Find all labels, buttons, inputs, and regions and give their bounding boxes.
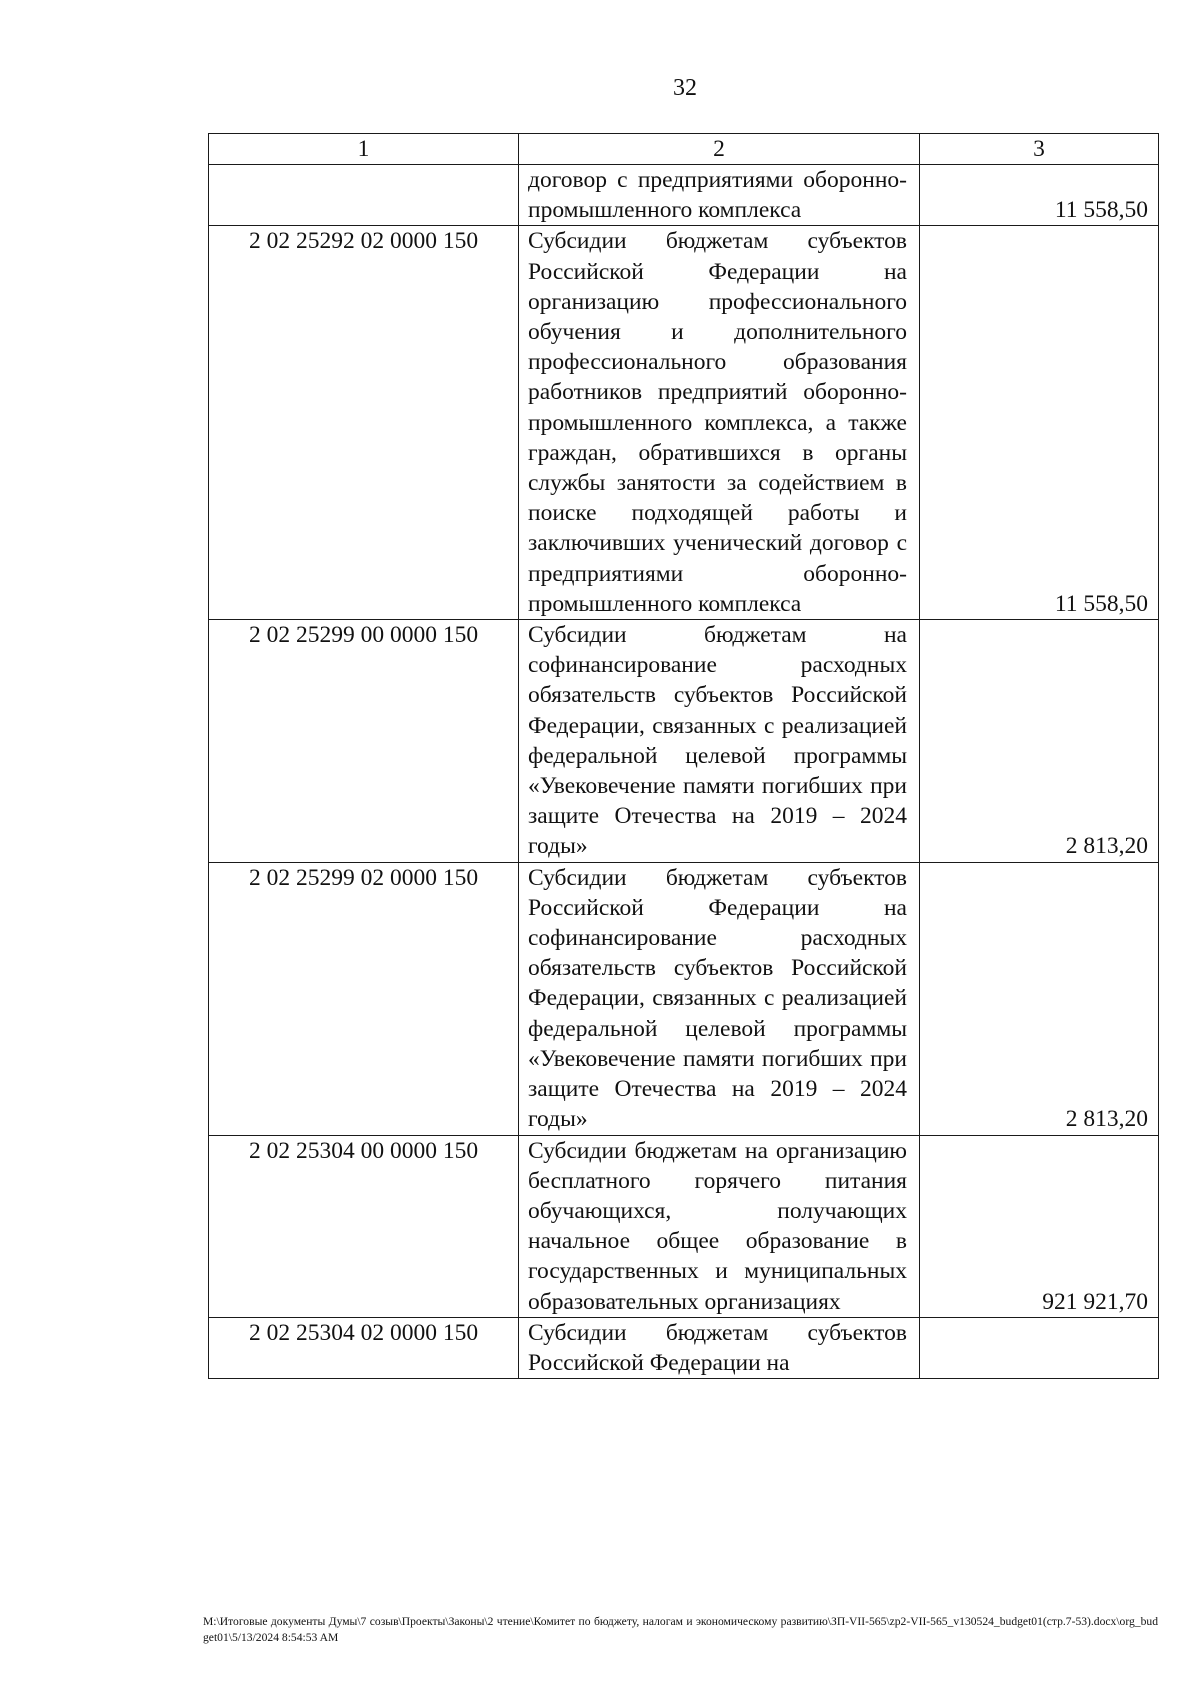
row-name: Субсидии бюджетам на софинансирование расходных обязательств субъектов Российской Федерации, связанных с реализацией федеральной целевой программы «Увековечение памяти погибших при защите Отечества на 2019 – 2024 годы» (519, 620, 920, 863)
column-header-amount: 3 (920, 134, 1159, 165)
row-name: договор с предприятиями оборонно-промышленного комплекса (519, 165, 920, 226)
row-amount: 11 558,50 (920, 226, 1159, 620)
page-number: 32 (673, 75, 697, 101)
table-row (209, 1317, 1159, 1378)
row-name: Субсидии бюджетам субъектов Российской Федерации на организацию профессионального обучения и дополнительного профессионального образования работников предприятий оборонно-промышленного комплекса, а также граждан, обратившихся в органы службы занятости за содействием в поиске подходящей работы и заключивших ученический договор с предприятиями оборонно-промышленного комплекса (519, 226, 920, 620)
row-code: 2 02 25304 02 0000 150 (209, 1317, 519, 1378)
document-file-path: M:\Итоговые документы Думы\7 созыв\Проекты\Законы\2 чтение\Комитет по бюджету, налогам и экономическому развитию\ЗП-VII-565\zp2-VII-565_v130524_budget01(стр.7-53).docx\org_budget01\5/13/2024 8:54:53 AM (203, 1615, 1158, 1644)
row-name: Субсидии бюджетам субъектов Российской Федерации на софинансирование расходных обязательств субъектов Российской Федерации, связанных с реализацией федеральной целевой программы «Увековечение памяти погибших при защите Отечества на 2019 – 2024 годы» (519, 862, 920, 1135)
table-row (209, 862, 1159, 1135)
table-row (209, 165, 1159, 226)
budget-revenue-table (208, 133, 1159, 1379)
table-row (209, 226, 1159, 620)
row-code: 2 02 25292 02 0000 150 (209, 226, 519, 620)
column-header-code: 1 (209, 134, 519, 165)
row-code (209, 165, 519, 226)
row-code: 2 02 25299 02 0000 150 (209, 862, 519, 1135)
table-row (209, 620, 1159, 863)
row-amount: 921 921,70 (920, 1135, 1159, 1317)
table-header-row (209, 134, 1159, 165)
row-amount: 2 813,20 (920, 862, 1159, 1135)
row-name: Субсидии бюджетам субъектов Российской Федерации на (519, 1317, 920, 1378)
row-amount (920, 1317, 1159, 1378)
row-amount: 11 558,50 (920, 165, 1159, 226)
row-code: 2 02 25304 00 0000 150 (209, 1135, 519, 1317)
row-name: Субсидии бюджетам на организацию бесплатного горячего питания обучающихся, получающих начальное общее образование в государственных и муниципальных образовательных организациях (519, 1135, 920, 1317)
row-amount: 2 813,20 (920, 620, 1159, 863)
column-header-name: 2 (519, 134, 920, 165)
row-code: 2 02 25299 00 0000 150 (209, 620, 519, 863)
table-row (209, 1135, 1159, 1317)
